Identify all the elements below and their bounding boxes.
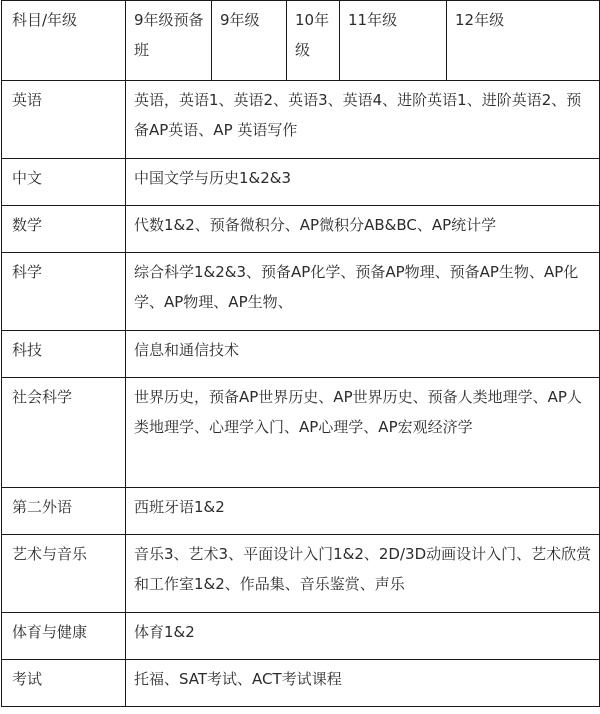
subject-cell: 中文 — [2, 159, 126, 206]
courses-cell: 西班牙语1&2 — [126, 488, 600, 535]
table-row — [2, 81, 600, 159]
header-grade-10: 10年级 — [287, 1, 340, 81]
subject-cell: 社会科学 — [2, 378, 126, 488]
table-row — [2, 206, 600, 253]
table-row — [2, 613, 600, 660]
header-grade-12: 12年级 — [447, 1, 600, 81]
header-grade-9: 9年级 — [212, 1, 287, 81]
subject-cell: 科学 — [2, 253, 126, 331]
table-row — [2, 159, 600, 206]
subject-cell: 第二外语 — [2, 488, 126, 535]
subject-cell: 考试 — [2, 660, 126, 707]
table-row — [2, 378, 600, 488]
header-corner-cell: 科目/年级 — [2, 1, 126, 81]
courses-cell: 世界历史，预备AP世界历史、AP世界历史、预备人类地理学、AP人类地理学、心理学入门、AP心理学、AP宏观经济学 — [126, 378, 600, 488]
courses-cell: 代数1&2、预备微积分、AP微积分AB&BC、AP统计学 — [126, 206, 600, 253]
courses-cell: 体育1&2 — [126, 613, 600, 660]
subject-cell: 艺术与音乐 — [2, 535, 126, 613]
table-row — [2, 253, 600, 331]
table-row — [2, 660, 600, 707]
header-grade-11: 11年级 — [340, 1, 447, 81]
courses-cell: 综合科学1&2&3、预备AP化学、预备AP物理、预备AP生物、AP化学、AP物理、AP生物、 — [126, 253, 600, 331]
courses-cell: 音乐3、艺术3、平面设计入门1&2、2D/3D动画设计入门、艺术欣赏和工作室1&2、作品集、音乐鉴赏、声乐 — [126, 535, 600, 613]
subject-cell: 科技 — [2, 331, 126, 378]
subject-cell: 英语 — [2, 81, 126, 159]
courses-cell: 信息和通信技术 — [126, 331, 600, 378]
header-grade-9-prep: 9年级预备班 — [126, 1, 212, 81]
curriculum-table — [1, 0, 600, 707]
courses-cell: 托福、SAT考试、ACT考试课程 — [126, 660, 600, 707]
courses-cell: 中国文学与历史1&2&3 — [126, 159, 600, 206]
table-row — [2, 331, 600, 378]
courses-cell: 英语，英语1、英语2、英语3、英语4、进阶英语1、进阶英语2、预备AP英语、AP 英语写作 — [126, 81, 600, 159]
subject-cell: 数学 — [2, 206, 126, 253]
subject-cell: 体育与健康 — [2, 613, 126, 660]
table-row — [2, 488, 600, 535]
header-row — [2, 1, 600, 81]
table-row — [2, 535, 600, 613]
